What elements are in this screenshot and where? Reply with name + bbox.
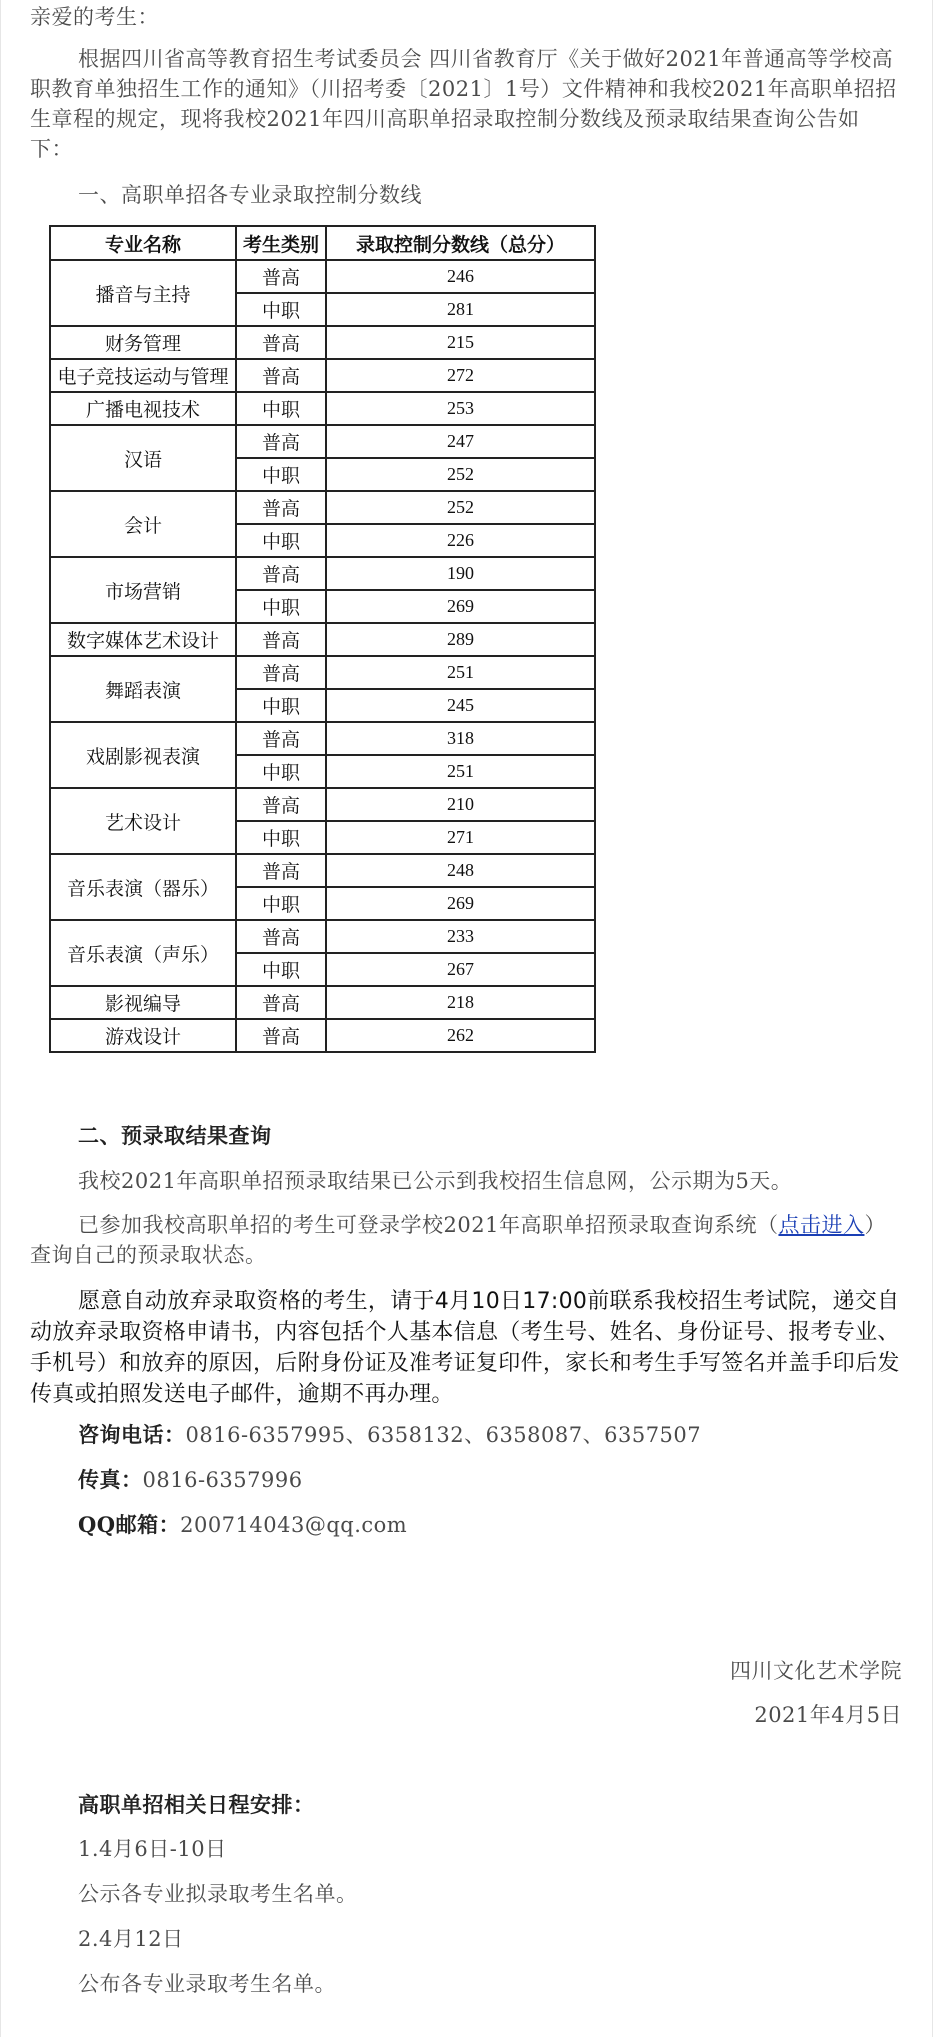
student-type-cell: 普高 — [236, 920, 326, 953]
major-name-cell: 音乐表演（声乐） — [50, 920, 236, 986]
student-type-cell: 普高 — [236, 1019, 326, 1052]
student-type-cell: 中职 — [236, 524, 326, 557]
student-type-cell: 普高 — [236, 260, 326, 293]
student-type-cell: 中职 — [236, 821, 326, 854]
publicity-paragraph: 我校2021年高职单招预录取结果已公示到我校招生信息网，公示期为5天。 — [78, 1169, 793, 1193]
major-name-cell: 音乐表演（器乐） — [50, 854, 236, 920]
student-type-cell: 普高 — [236, 656, 326, 689]
section1-title: 一、高职单招各专业录取控制分数线 — [78, 183, 422, 207]
phone-label: 咨询电话： — [78, 1422, 186, 1447]
major-name-cell: 广播电视技术 — [50, 392, 236, 425]
table-row — [50, 392, 595, 425]
student-type-cell: 中职 — [236, 293, 326, 326]
table-row — [50, 722, 595, 755]
score-cell: 226 — [326, 524, 595, 557]
table-row — [50, 491, 595, 524]
score-cell: 245 — [326, 689, 595, 722]
signature-org: 四川文化艺术学院 — [730, 1659, 902, 1683]
score-cell: 267 — [326, 953, 595, 986]
query-link[interactable]: 点击进入 — [778, 1213, 865, 1237]
score-cell: 262 — [326, 1019, 595, 1052]
table-row — [50, 623, 595, 656]
query-text-before: 已参加我校高职单招的考生可登录学校2021年高职单招预录取查询系统（ — [78, 1213, 779, 1237]
student-type-cell: 普高 — [236, 788, 326, 821]
major-name-cell: 艺术设计 — [50, 788, 236, 854]
student-type-cell: 普高 — [236, 854, 326, 887]
student-type-cell: 普高 — [236, 326, 326, 359]
major-name-cell: 市场营销 — [50, 557, 236, 623]
score-table — [49, 225, 596, 1053]
student-type-cell: 普高 — [236, 557, 326, 590]
header-type: 考生类别 — [236, 226, 326, 260]
student-type-cell: 中职 — [236, 392, 326, 425]
student-type-cell: 中职 — [236, 689, 326, 722]
query-text-after: ）查询自己的预录取状态。 — [30, 1213, 886, 1267]
student-type-cell: 中职 — [236, 458, 326, 491]
intro-paragraph: 根据四川省高等教育招生考试委员会 四川省教育厅《关于做好2021年普通高等学校高职教育单独招生工作的通知》（川招考委〔2021〕1号）文件精神和我校2021年高职单招招生章程的规定，现将我校2021年四川高职单招录取控制分数线及预录取结果查询公告如下： — [30, 47, 897, 161]
student-type-cell: 中职 — [236, 887, 326, 920]
table-row — [50, 425, 595, 458]
score-cell: 252 — [326, 491, 595, 524]
student-type-cell: 中职 — [236, 590, 326, 623]
score-cell: 218 — [326, 986, 595, 1019]
score-cell: 269 — [326, 590, 595, 623]
student-type-cell: 中职 — [236, 953, 326, 986]
phone-line — [78, 1420, 898, 1450]
student-type-cell: 普高 — [236, 623, 326, 656]
waiver-paragraph: 愿意自动放弃录取资格的考生，请于4月10日17:00前联系我校招生考试院，递交自动放弃录取资格申请书，内容包括个人基本信息（考生号、姓名、身份证号、报考专业、手机号）和放弃的原因，后附身份证及准考证复印件，家长和考生手写签名并盖手印后发传真或拍照发送电子邮件，逾期不再办理。 — [30, 1289, 900, 1407]
score-cell: 269 — [326, 887, 595, 920]
email-label: QQ邮箱： — [78, 1512, 181, 1537]
phone-value: 0816-6357995、6358132、6358087、6357507 — [185, 1423, 702, 1447]
major-name-cell: 影视编导 — [50, 986, 236, 1019]
score-cell: 253 — [326, 392, 595, 425]
score-cell: 289 — [326, 623, 595, 656]
fax-line — [78, 1465, 898, 1495]
score-cell: 190 — [326, 557, 595, 590]
student-type-cell: 普高 — [236, 986, 326, 1019]
score-cell: 246 — [326, 260, 595, 293]
major-name-cell: 财务管理 — [50, 326, 236, 359]
query-paragraph — [30, 1210, 902, 1270]
schedule-item-2-date: 2.4月12日 — [78, 1927, 184, 1951]
student-type-cell: 普高 — [236, 425, 326, 458]
score-cell: 233 — [326, 920, 595, 953]
table-row — [50, 656, 595, 689]
table-row — [50, 359, 595, 392]
score-cell: 215 — [326, 326, 595, 359]
major-name-cell: 戏剧影视表演 — [50, 722, 236, 788]
major-name-cell: 播音与主持 — [50, 260, 236, 326]
score-cell: 247 — [326, 425, 595, 458]
table-row — [50, 986, 595, 1019]
section2-title: 二、预录取结果查询 — [78, 1123, 272, 1148]
email-value: 200714043@qq.com — [180, 1513, 408, 1537]
major-name-cell: 会计 — [50, 491, 236, 557]
fax-label: 传真： — [78, 1467, 143, 1492]
signature-date: 2021年4月5日 — [754, 1703, 902, 1727]
score-cell: 251 — [326, 656, 595, 689]
major-name-cell: 电子竞技运动与管理 — [50, 359, 236, 392]
score-cell: 252 — [326, 458, 595, 491]
table-row — [50, 1019, 595, 1052]
greeting: 亲爱的考生： — [30, 5, 159, 29]
score-cell: 272 — [326, 359, 595, 392]
table-header-row — [50, 226, 595, 260]
score-cell: 271 — [326, 821, 595, 854]
table-row — [50, 326, 595, 359]
score-cell: 318 — [326, 722, 595, 755]
score-cell: 281 — [326, 293, 595, 326]
fax-value: 0816-6357996 — [142, 1468, 303, 1492]
table-row — [50, 260, 595, 293]
header-score: 录取控制分数线（总分） — [326, 226, 595, 260]
major-name-cell: 舞蹈表演 — [50, 656, 236, 722]
student-type-cell: 普高 — [236, 722, 326, 755]
table-body — [50, 260, 595, 1052]
student-type-cell: 普高 — [236, 359, 326, 392]
score-cell: 248 — [326, 854, 595, 887]
table-row — [50, 920, 595, 953]
table-row — [50, 557, 595, 590]
schedule-item-1-date: 1.4月6日-10日 — [78, 1837, 227, 1861]
student-type-cell: 中职 — [236, 755, 326, 788]
major-name-cell: 数字媒体艺术设计 — [50, 623, 236, 656]
schedule-item-1-desc: 公示各专业拟录取考生名单。 — [78, 1882, 358, 1906]
table-row — [50, 854, 595, 887]
schedule-title: 高职单招相关日程安排： — [78, 1792, 315, 1817]
schedule-item-2-desc: 公布各专业录取考生名单。 — [78, 1972, 336, 1996]
score-cell: 210 — [326, 788, 595, 821]
header-major: 专业名称 — [50, 226, 236, 260]
major-name-cell: 汉语 — [50, 425, 236, 491]
score-cell: 251 — [326, 755, 595, 788]
student-type-cell: 普高 — [236, 491, 326, 524]
email-line — [78, 1510, 898, 1540]
table-row — [50, 788, 595, 821]
major-name-cell: 游戏设计 — [50, 1019, 236, 1052]
